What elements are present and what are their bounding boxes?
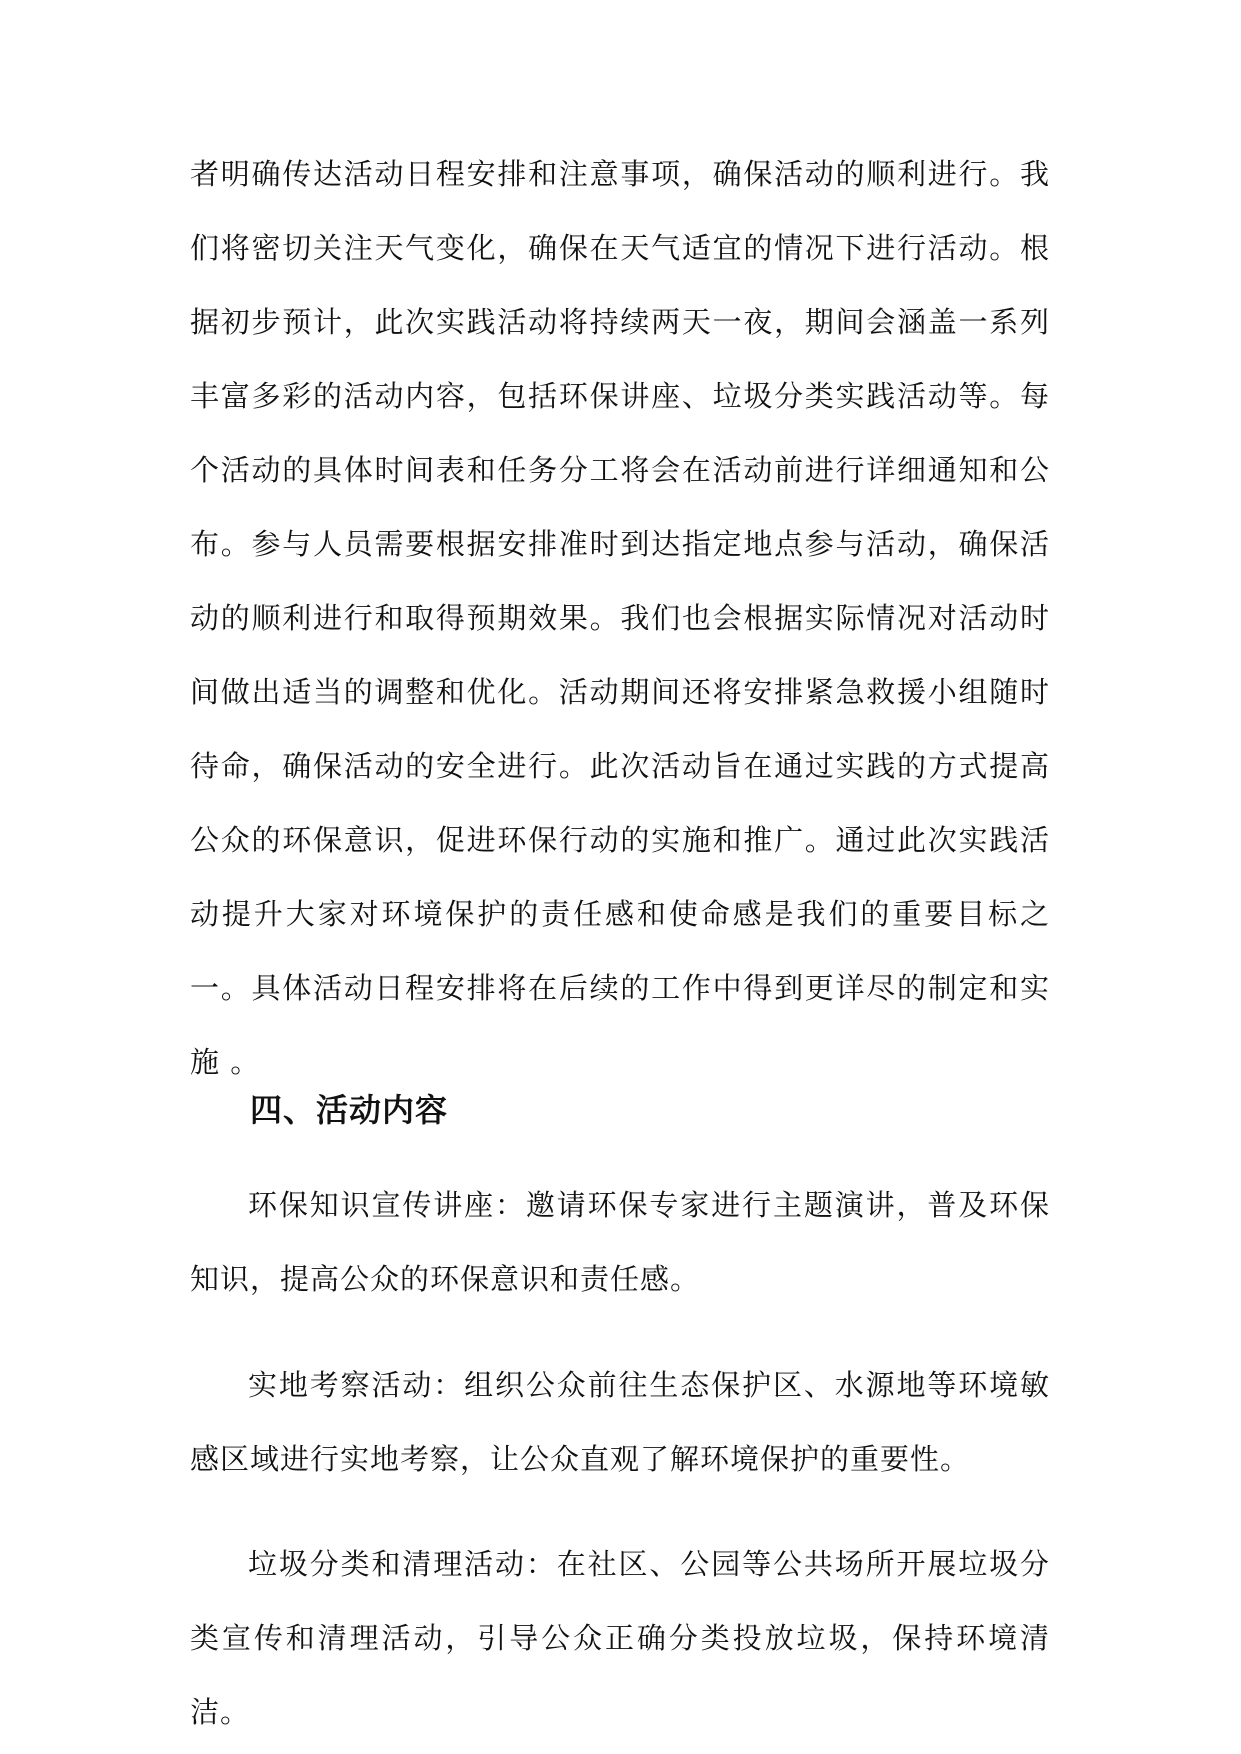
content-item-field-trip: 实地考察活动：组织公众前往生态保护区、水源地等环境敏感区域进行实地考察，让公众直观了解环境保护的重要性。: [190, 1368, 1050, 1476]
content-item-lecture: 环保知识宣传讲座：邀请环保专家进行主题演讲，普及环保知识，提高公众的环保意识和责任感。: [190, 1188, 1050, 1296]
content-item-waste-sorting: 垃圾分类和清理活动：在社区、公园等公共场所开展垃圾分类宣传和清理活动，引导公众正确分类投放垃圾，保持环境清洁。: [190, 1547, 1050, 1729]
body-paragraph: 者明确传达活动日程安排和注意事项，确保活动的顺利进行。我们将密切关注天气变化，确保在天气适宜的情况下进行活动。根据初步预计，此次实践活动将持续两天一夜，期间会涵盖一系列丰富多彩的活动内容，包括环保讲座、垃圾分类实践活动等。每个活动的具体时间表和任务分工将会在活动前进行详细通知和公布。参与人员需要根据安排准时到达指定地点参与活动，确保活动的顺利进行和取得预期效果。我们也会根据实际情况对活动时间做出适当的调整和优化。活动期间还将安排紧急救援小组随时待命，确保活动的安全进行。此次活动旨在通过实践的方式提高公众的环保意识，促进环保行动的实施和推广。通过此次实践活动提升大家对环境保护的责任感和使命感是我们的重要目标之一。具体活动日程安排将在后续的工作中得到更详尽的制定和实施 。: [190, 157, 1050, 1079]
section-heading: 四、活动内容: [250, 1091, 449, 1129]
